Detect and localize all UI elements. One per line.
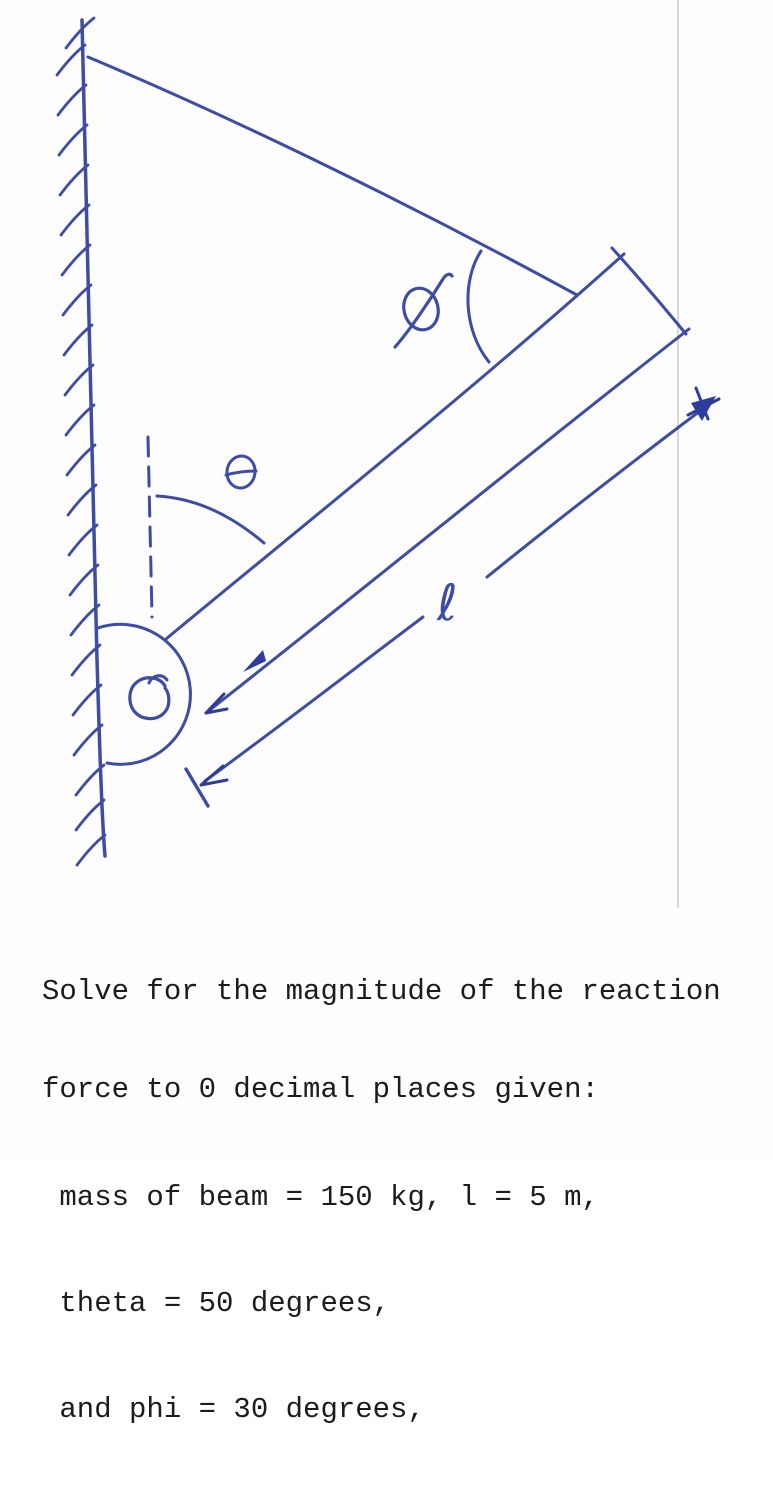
angle-phi: [395, 251, 489, 362]
beam-bottom-edge: [206, 329, 689, 713]
pin-support: [98, 624, 190, 764]
problem-line-2: force to 0 decimal places given:: [42, 1073, 599, 1106]
beam-end-cap: [612, 248, 686, 334]
phi-arc: [468, 251, 489, 362]
beam-bottom-end-arrowhead-icon: [206, 694, 227, 713]
theta-symbol: [225, 454, 257, 490]
dimension-line-lower: [205, 617, 423, 781]
theta-arc: [157, 496, 264, 543]
angle-theta: [157, 454, 264, 543]
length-label: ℓ: [437, 574, 458, 632]
beam-top-edge: [166, 254, 624, 639]
vertical-reference-dashed-line: [148, 437, 152, 617]
problem-line-3: mass of beam = 150 kg, l = 5 m,: [42, 1181, 599, 1214]
wall-support: [57, 18, 105, 865]
problem-statement: [42, 910, 721, 1496]
dimension-lower-end-tick: [186, 769, 208, 806]
problem-line-1: Solve for the magnitude of the reaction: [42, 975, 721, 1008]
cable: [88, 57, 577, 295]
length-dimension: [186, 388, 719, 806]
phi-symbol: [395, 274, 452, 347]
pin-housing-arc: [98, 624, 190, 764]
dimension-line-upper: [487, 408, 704, 577]
problem-line-4: theta = 50 degrees,: [42, 1287, 391, 1320]
problem-line-5: and phi = 30 degrees,: [42, 1393, 425, 1426]
